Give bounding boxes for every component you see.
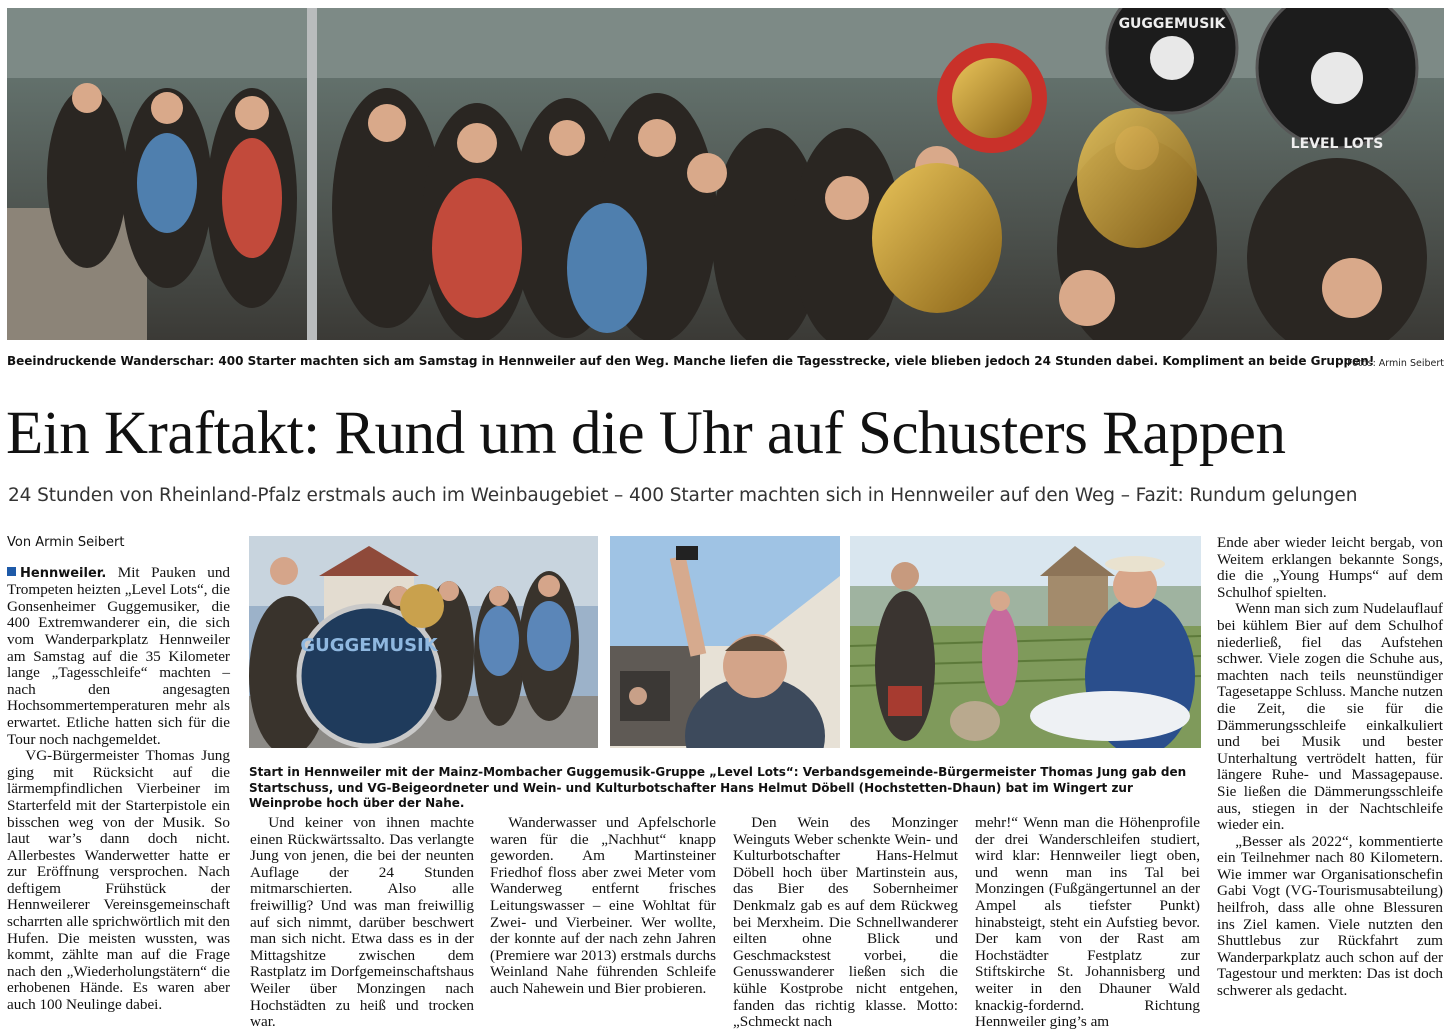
paragraph [7, 565, 230, 749]
hero-caption: Beeindruckende Wanderschar: 400 Starter machten sich am Samstag in Hennweiler auf den Weg. Manche liefen die Tagesstrecke, viele blieben jedoch 24 Stunden dabei. Kompliment an beide Gruppen! [7, 354, 1375, 368]
photo-wine-tasting [850, 536, 1201, 748]
photo-credit: Fotos: Armin Seibert [1347, 358, 1444, 369]
paragraph: Den Wein des Monzinger Weinguts Weber schenkte Wein- und Kulturbotschafter Hans-Helmut Döbell hoch über Martinstein aus, das Bier des Sobernheimer Denkmalz gab es auf dem Rückweg bei Merxheim. Die Schnellwanderer eilten ohne Blick und Geschmackstest vorbei, die Genusswanderer ließen sich die kühle Kostprobe nicht entgehen, fanden das richtig klasse. Motto: „Schmeckt nach [733, 814, 958, 1031]
hero-drum-text-2: LEVEL LOTS [1290, 136, 1384, 152]
article-column-5 [975, 815, 1200, 1031]
paragraph: Ende aber wieder leicht bergab, von Weitem erklangen bekannte Songs, die die „Young Humps“ auf dem Schulhof spielten. [1217, 534, 1443, 601]
article-column-6 [1217, 535, 1443, 1000]
paragraph: mehr!“ Wenn man die Höhenprofile der drei Wanderschleifen studiert, wird klar: Hennweiler liegt oben, und wenn man ins Tal bei Monzingen (Fußgängertunnel an der Ampel als tiefster Punkt) hinabsteigt, steht ein Aufstieg bevor. Der kam von der Rast am Hochstädter Festplatz zur Stiftskirche St. Johannisberg und weiter in den Dhauner Wald knackig-fordernd. Richtung Hennweiler ging’s am [975, 814, 1200, 1031]
paragraph-text: Mit Pauken und Trompeten heizten „Level Lots“, die Gonsenheimer Guggemusiker, die 400 Extremwanderer ein, die sich vom Wanderparkplatz Hennweiler am Samstag auf die 35 Kilometer lange „Tagesschleife“ machten – nach den angesagten Hochsommertemperaturen mehr als erwartet. Etliche hatten sich für die Tour noch nachgemeldet. [7, 563, 231, 748]
photo-caption: Start in Hennweiler mit der Mainz-Mombacher Guggemusik-Gruppe „Level Lots“: Verbandsgemeinde-Bürgermeister Thomas Jung gab den Startschuss, und VG-Beigeordneter und Wein- und Kulturbotschafter Hans Helmut Döbell (Hochstetten-Dhaun) bat im Wingert zur Weinprobe hoch über der Nahe. [249, 765, 1187, 810]
paragraph: Wenn man sich zum Nudelauflauf bei kühlem Bier auf dem Schulhof niederließ, fiel das Aufstehen schwer. Viele zogen die Schuhe aus, machten nach teils neunstündiger Tagesetappe Schluss. Manche nutzen die Zeit, die sie für die Dämmerungsschleife einkalkuliert und bei Musik und bester Unterhaltung vertrödelt hatten, für längere Ruhe- und Massagepause. Sie ließen die Dämmerungsschleife aus, stiegen in der Nachtschleife wieder ein. [1217, 600, 1443, 834]
hero-drum-text-1: GUGGEMUSIK [1118, 16, 1226, 32]
article-column-4 [733, 815, 958, 1031]
square-bullet-icon [7, 567, 16, 576]
photo-starter-pistol [610, 536, 840, 748]
article-column-1 [7, 535, 230, 1014]
article-column-2 [250, 815, 474, 1031]
photo-start-band [249, 536, 598, 748]
paragraph: Wanderwasser und Apfelschorle waren für die „Nachhut“ knapp geworden. Am Martinsteiner Friedhof floss aber zwei Meter vom Wanderweg entfernt frisches Leitungswasser – eine Wohltat für Zwei- und Vierbeiner. Wer wollte, der konnte auf der nach zehn Jahren (Premiere war 2013) erstmals durchs Weinland Nahe führenden Schleife auch Nahewein und Bier probieren. [490, 814, 716, 997]
subheadline: 24 Stunden von Rheinland-Pfalz erstmals auch im Weinbaugebiet – 400 Starter machten sich in Hennweiler auf den Weg – Fazit: Rundum gelungen [8, 485, 1358, 506]
photo2-drum-text: GUGGEMUSIK [300, 635, 438, 656]
paragraph: „Besser als 2022“, kommentierte ein Teilnehmer nach 80 Kilometern. Wie immer war Organisationschefin Gabi Vogt (VG-Tourismusabteilung) heilfroh, dass alle ohne Blessuren ins Ziel kamen. Viele nutzten den Shuttlebus zur Rückfahrt zum Wanderparkplatz auch schon auf der Tagestour und merkten: Das ist doch schwerer als gedacht. [1217, 832, 1443, 1000]
headline: Ein Kraftakt: Rund um die Uhr auf Schusters Rappen [6, 400, 1286, 467]
dateline: Hennweiler. [20, 565, 107, 581]
article-column-3 [490, 815, 716, 998]
paragraph: VG-Bürgermeister Thomas Jung ging mit Rücksicht auf die lärmempfindlichen Vierbeiner im Starterfeld mit der Starterpistole ein bisschen weg von der Musik. So laut war’s dann doch nicht. Allerbestes Wanderwetter hatte er zur Eröffnung versprochen. Nach deftigem Frühstück der Hennweilerer Vereinsgemeinschaft scharrten alle sprichwörtlich mit den Hufen. Die meisten wussten, was kommt, zählte man auf die Frage nach den „Wiederholungstätern“ die erhobenen Hände. Es waren aber auch 100 Neulinge dabei. [7, 747, 230, 1014]
paragraph: Und keiner von ihnen machte einen Rückwärtssalto. Das verlangte Jung von jenen, die bei der neunten Auflage der 24 Stunden mitmarschierten. Also alle freiwillig? Und was man freiwillig auf sich nimmt, darüber beschwert man sich nicht. Etwa dass es in der Mittagshitze zwischen dem Rastplatz im Dorfgemeinschaftshaus Weiler über Monzingen nach Hochstädten zu heiß und trocken war. [250, 814, 474, 1031]
hero-photo [7, 8, 1444, 340]
byline: Von Armin Seibert [7, 535, 125, 550]
